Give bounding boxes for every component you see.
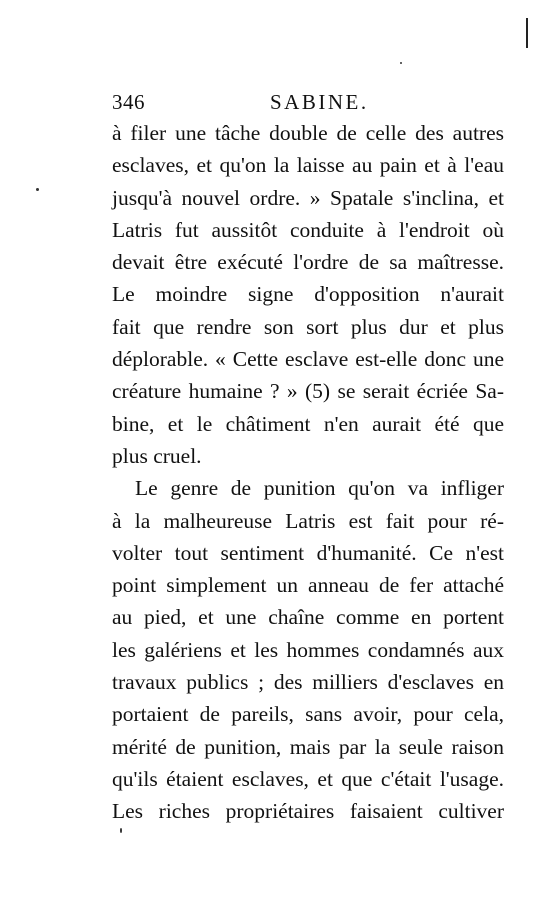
text-line: Le moindre signe d'opposition n'aurait (112, 282, 504, 307)
text-line: Les riches propriétaires faisaient cultiver (112, 799, 504, 824)
text-line: à filer une tâche double de celle des autres (112, 121, 504, 145)
body-text (112, 117, 504, 828)
text-line: fait que rendre son sort plus dur et plus (112, 314, 504, 339)
text-line: travaux publics ; des milliers d'esclaves en (112, 670, 504, 695)
running-title: SABINE. (270, 90, 369, 114)
text-line: bine, et le châtiment n'en aurait été que (112, 411, 504, 436)
text-line: volter tout sentiment d'humanité. Ce n'est (112, 540, 504, 565)
ink-speck (120, 828, 122, 833)
text-line: Latris fut aussitôt conduite à l'endroit où (112, 217, 504, 242)
text-line: jusqu'à nouvel ordre. » Spatale s'inclina, et (112, 185, 504, 210)
text-line: créature humaine ? » (5) se serait écriée Sa- (112, 379, 504, 404)
text-line: qu'ils étaient esclaves, et que c'était l'usage. (112, 766, 504, 791)
text-line: à la malheureuse Latris est fait pour ré- (112, 508, 504, 533)
paragraph-start-line: Le genre de punition qu'on va infliger (135, 476, 504, 501)
paragraph-end-line: plus cruel. (112, 443, 202, 468)
text-line: les galériens et les hommes condamnés aux (112, 637, 504, 662)
text-line: devait être exécuté l'ordre de sa maîtresse. (112, 250, 504, 275)
text-line: point simplement un anneau de fer attaché (112, 573, 504, 598)
page-edge-mark (526, 18, 528, 48)
text-line: portaient de pareils, sans avoir, pour cela, (112, 702, 504, 727)
text-line: au pied, et une chaîne comme en portent (112, 605, 504, 630)
page-number: 346 (112, 90, 145, 114)
text-line: mérité de punition, mais par la seule raison (112, 734, 504, 759)
page-header (112, 90, 504, 118)
ink-speck (400, 62, 402, 64)
text-line: déplorable. « Cette esclave est-elle donc une (112, 347, 504, 372)
ink-speck (36, 188, 39, 191)
text-line: esclaves, et qu'on la laisse au pain et à l'eau (112, 153, 504, 178)
